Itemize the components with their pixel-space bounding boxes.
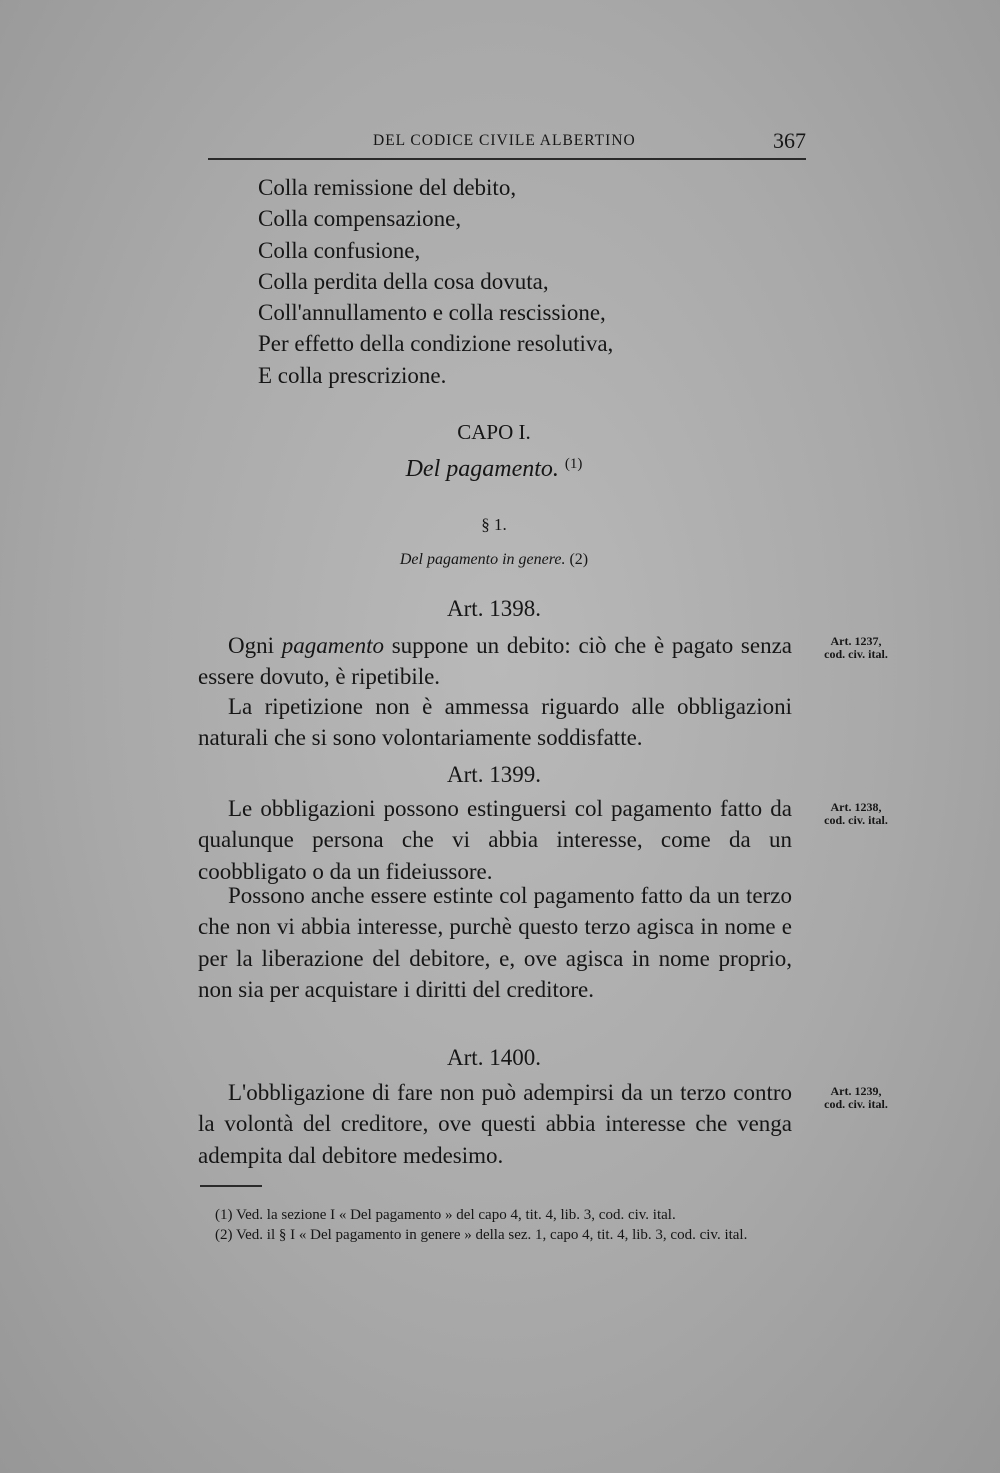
page-number: 367: [773, 128, 806, 153]
article-text-emphasis: pagamento: [281, 633, 384, 658]
article-text: Ogni: [228, 633, 282, 658]
section-subtitle: [195, 551, 793, 569]
article-text: suppone un debito: ciò che è pagato senza essere dovuto, è ripetibile.: [198, 633, 793, 690]
article-title-1399: Art. 1399.: [447, 762, 541, 787]
margin-note-line: cod. civ. ital.: [824, 813, 888, 827]
margin-note-line: cod. civ. ital.: [824, 647, 888, 661]
list-item: E colla prescrizione.: [258, 362, 447, 388]
list-item: Per effetto della condizione resolutiva,: [258, 331, 614, 357]
footnote-ref-1: (1): [564, 456, 583, 472]
running-title: DEL CODICE CIVILE ALBERTINO: [373, 132, 636, 149]
list-item: Colla compensazione,: [258, 206, 462, 232]
article-title-1400: Art. 1400.: [447, 1045, 541, 1070]
chapter-label: CAPO I.: [457, 420, 531, 444]
article-1398-paragraph-1: [198, 630, 792, 693]
list-item: Coll'annullamento e colla rescissione,: [258, 300, 606, 326]
footnote-ref-2: (2): [569, 551, 589, 568]
chapter-subtitle-text: Del pagamento.: [405, 456, 559, 482]
extinction-modes-list: [258, 172, 613, 391]
footnote-divider: [200, 1185, 262, 1187]
article-title-1398: Art. 1398.: [447, 596, 541, 621]
article-1399-paragraph-1: Le obbligazioni possono estinguersi col pagamento fatto da qualunque persona che vi abbia interesse, come da un coobbligato o da un fideiussore.: [198, 796, 792, 884]
section-mark: § 1.: [481, 515, 507, 534]
list-item: Colla perdita della cosa dovuta,: [258, 268, 549, 294]
margin-note-1399: [806, 801, 906, 827]
article-1400-paragraph-1: L'obbligazione di fare non può adempirsi da un terzo contro la volontà del creditore, ove questi abbia interesse che venga adempita dal debitore medesimo.: [198, 1080, 792, 1168]
margin-note-line: Art. 1239,: [830, 1084, 882, 1098]
article-1398-paragraph-2: La ripetizione non è ammessa riguardo alle obbligazioni naturali che si sono volontariamente soddisfatte.: [198, 694, 792, 751]
footnote-1: (1) Ved. la sezione I « Del pagamento » del capo 4, tit. 4, lib. 3, cod. civ. ital.: [215, 1207, 676, 1223]
section-subtitle-text: Del pagamento in genere.: [399, 551, 566, 568]
article-1399-paragraph-2: Possono anche essere estinte col pagamento fatto da un terzo che non vi abbia interesse, purchè questo terzo agisca in nome e per la liberazione del debitore, e, ove agisca in nome proprio, non sia per acquistare i diritti del creditore.: [198, 883, 792, 1003]
margin-note-1398: [806, 635, 906, 661]
margin-note-line: cod. civ. ital.: [824, 1097, 888, 1111]
list-item: Colla confusione,: [258, 237, 421, 263]
margin-note-line: Art. 1238,: [830, 800, 882, 814]
footnote-2: (2) Ved. il § I « Del pagamento in genere » della sez. 1, capo 4, tit. 4, lib. 3, cod. civ. ital.: [215, 1227, 748, 1243]
page-header: [208, 128, 806, 160]
chapter-subtitle: [195, 456, 793, 483]
list-item: Colla remissione del debito,: [258, 175, 517, 200]
margin-note-1400: [806, 1085, 906, 1111]
margin-note-line: Art. 1237,: [830, 634, 882, 648]
